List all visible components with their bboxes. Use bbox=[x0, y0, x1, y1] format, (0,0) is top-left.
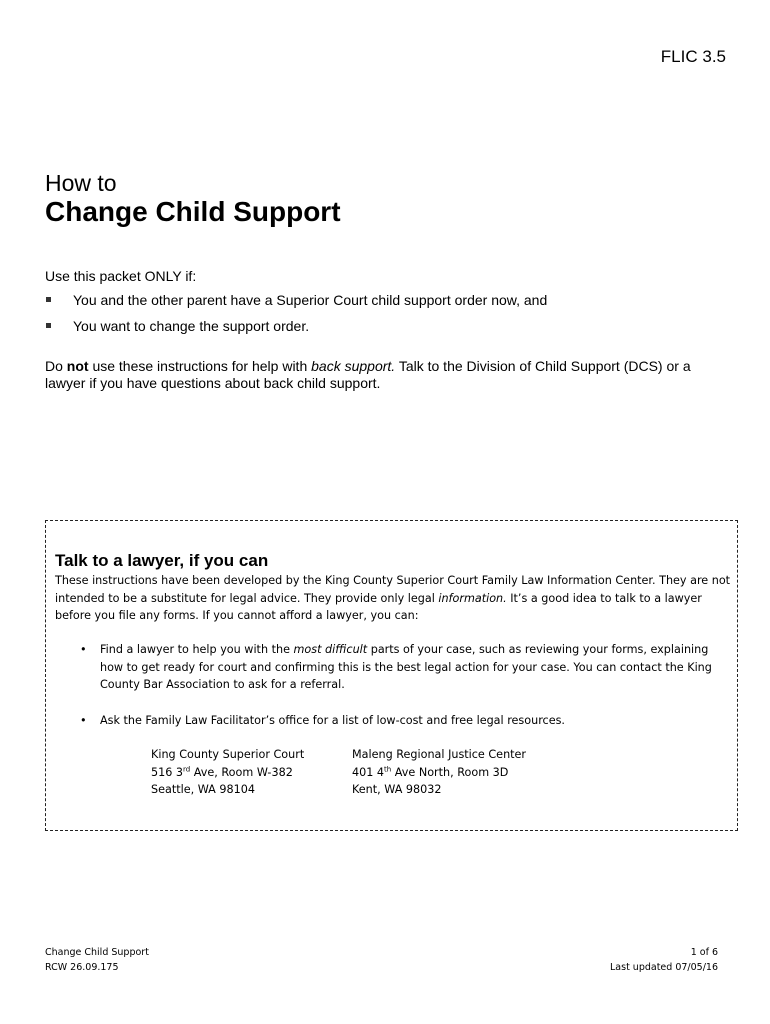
list-item: • Ask the Family Law Facilitator’s office for a list of low-cost and free legal resources. bbox=[55, 712, 731, 730]
callout-paragraph: These instructions have been developed by the King County Superior Court Family Law Information Center. They are not intended to be a substitute for legal advice. They provide only legal information. It’s a good idea to talk to a lawyer before you file any forms. If you cannot afford a lawyer, you can: bbox=[55, 574, 731, 622]
emphasis-back-support: back support. bbox=[311, 358, 396, 374]
back-support-note: Do not use these instructions for help with back support. Talk to the Division of Child Support (DCS) or a lawyer if you have questions about back child support. bbox=[45, 358, 691, 391]
square-bullet-icon bbox=[46, 297, 51, 302]
title-prefix: How to bbox=[45, 170, 117, 196]
last-updated: Last updated 07/05/16 bbox=[610, 962, 718, 973]
square-bullet-icon bbox=[46, 323, 51, 328]
page-title: Change Child Support bbox=[45, 196, 341, 227]
page-number: 1 of 6 bbox=[690, 947, 718, 958]
address-superior-court: King County Superior Court 516 3rd Ave, Room W-382 Seattle, WA 98104 bbox=[151, 748, 305, 796]
callout-heading: Talk to a lawyer, if you can bbox=[55, 551, 269, 570]
eligibility-list bbox=[45, 292, 547, 344]
footer-doc-title: Change Child Support bbox=[45, 947, 149, 958]
lawyer-callout-box bbox=[45, 520, 738, 831]
list-item-text: You and the other parent have a Superior Court child support order now, and bbox=[73, 292, 548, 308]
footer-right bbox=[610, 945, 718, 975]
list-item bbox=[45, 292, 547, 318]
list-item bbox=[45, 318, 547, 344]
bullet-icon: • bbox=[80, 643, 87, 656]
intro-lead: Use this packet ONLY if: bbox=[45, 268, 197, 284]
address-justice-center: Maleng Regional Justice Center 401 4th Ave North, Room 3D Kent, WA 98032 bbox=[352, 748, 527, 796]
footer-left bbox=[45, 945, 149, 975]
list-item-text: You want to change the support order. bbox=[73, 318, 310, 334]
bullet-icon: • bbox=[80, 713, 87, 727]
footer-rcw: RCW 26.09.175 bbox=[45, 962, 119, 973]
list-item: • Find a lawyer to help you with the most difficult parts of your case, such as reviewing your forms, explaining how to get ready for court and confirming this is the best legal action for your case. You can contact the King County Bar Association to ask for a referral. bbox=[80, 643, 712, 691]
callout-list bbox=[55, 641, 731, 729]
form-code: FLIC 3.5 bbox=[660, 47, 726, 66]
emphasis-not: not bbox=[66, 358, 89, 374]
